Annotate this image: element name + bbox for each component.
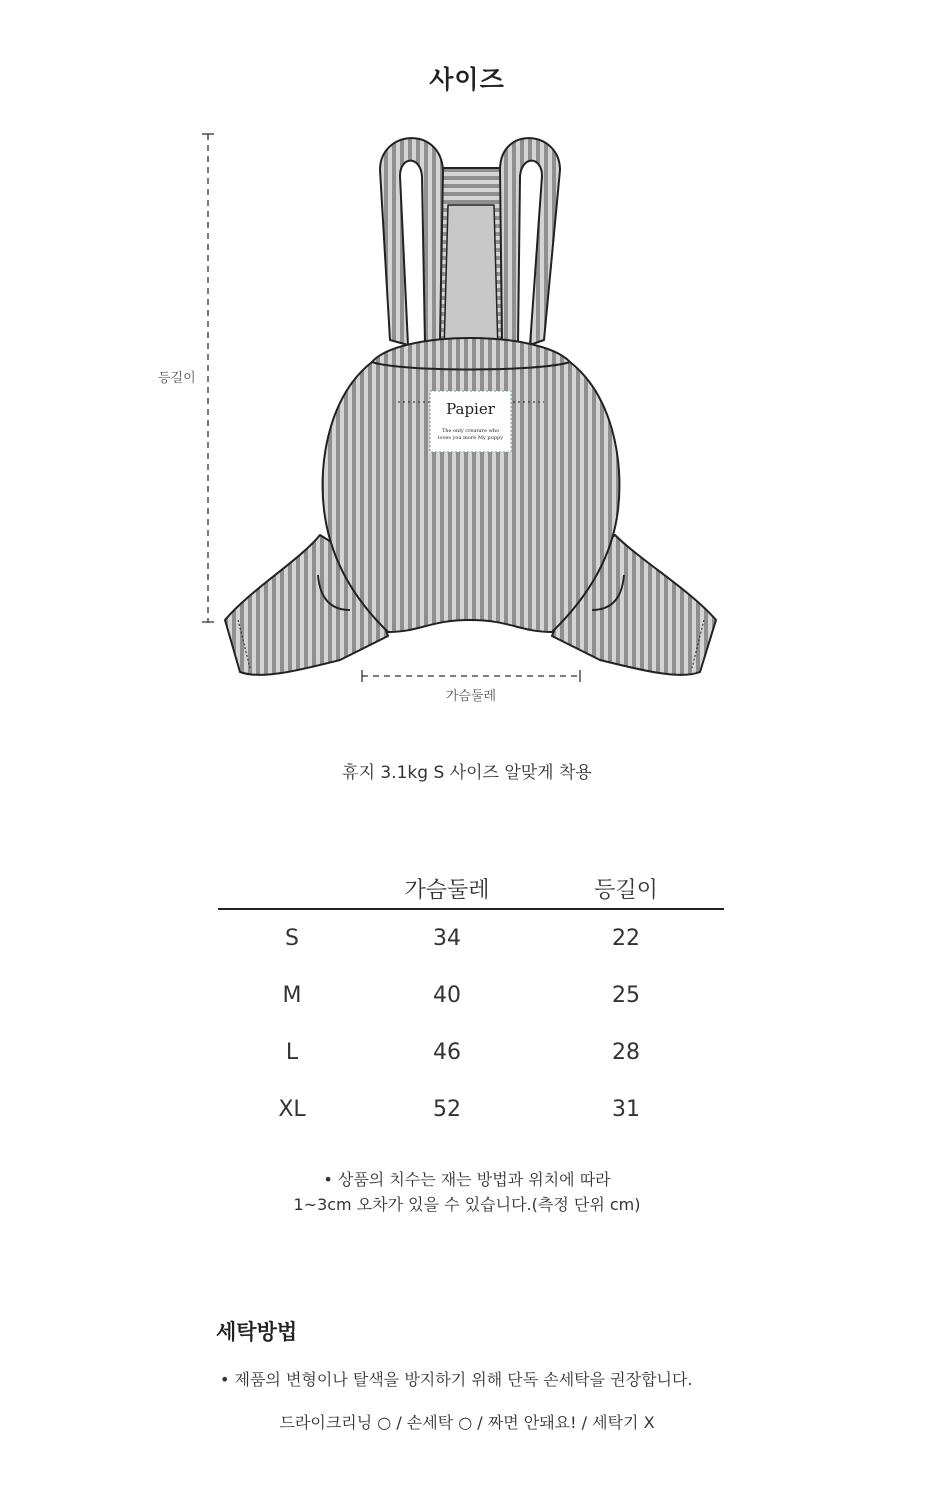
chest-cell: 52 (433, 1097, 461, 1122)
measurement-note (0, 1167, 934, 1217)
back-length-cell: 22 (612, 926, 640, 951)
back-length-cell: 25 (612, 983, 640, 1008)
brand-tagline-2: loves you more My puppy (437, 435, 504, 441)
measurement-note-line1: • 상품의 치수는 재는 방법과 위치에 따라 (323, 1170, 611, 1189)
fit-note: 휴지 3.1kg S 사이즈 알맞게 착용 (342, 763, 592, 783)
back-length-cell: 31 (612, 1097, 640, 1122)
table-row (218, 1024, 724, 1081)
washing-methods: 드라이크리닝 ○ / 손세탁 ○ / 짜면 안돼요! / 세탁기 X (279, 1413, 655, 1432)
page-title: 사이즈 (429, 65, 505, 94)
chest-label: 가슴둘레 (445, 689, 497, 704)
back-length-cell: 28 (612, 1040, 640, 1065)
header-chest: 가슴둘레 (366, 858, 528, 909)
table-row (218, 967, 724, 1024)
header-back-length: 등길이 (528, 858, 724, 909)
table-row (218, 909, 724, 967)
washing-title: 세탁방법 (216, 1320, 298, 1344)
product-size-diagram (0, 118, 934, 718)
measurement-note-line2: 1~3cm 오차가 있을 수 있습니다.(측정 단위 cm) (293, 1195, 641, 1214)
brand-patch (430, 391, 511, 452)
table-row (218, 1081, 724, 1138)
size-cell: XL (278, 1097, 306, 1122)
chest-cell: 46 (433, 1040, 461, 1065)
brand-name: Papier (446, 400, 495, 418)
brand-tagline-1: The only creature who (441, 428, 500, 434)
back-length-label: 등길이 (158, 371, 196, 386)
chest-dimension (362, 670, 580, 682)
size-table (218, 858, 724, 1138)
washing-note: • 제품의 변형이나 탈색을 방지하기 위해 단독 손세탁을 권장합니다. (220, 1370, 693, 1389)
chest-cell: 34 (433, 926, 461, 951)
chest-cell: 40 (433, 983, 461, 1008)
size-cell: L (285, 1040, 299, 1065)
back-length-dimension (202, 134, 214, 622)
header-size (218, 858, 366, 909)
size-table-header (218, 858, 724, 909)
size-cell: S (285, 926, 299, 951)
size-cell: M (282, 983, 302, 1008)
